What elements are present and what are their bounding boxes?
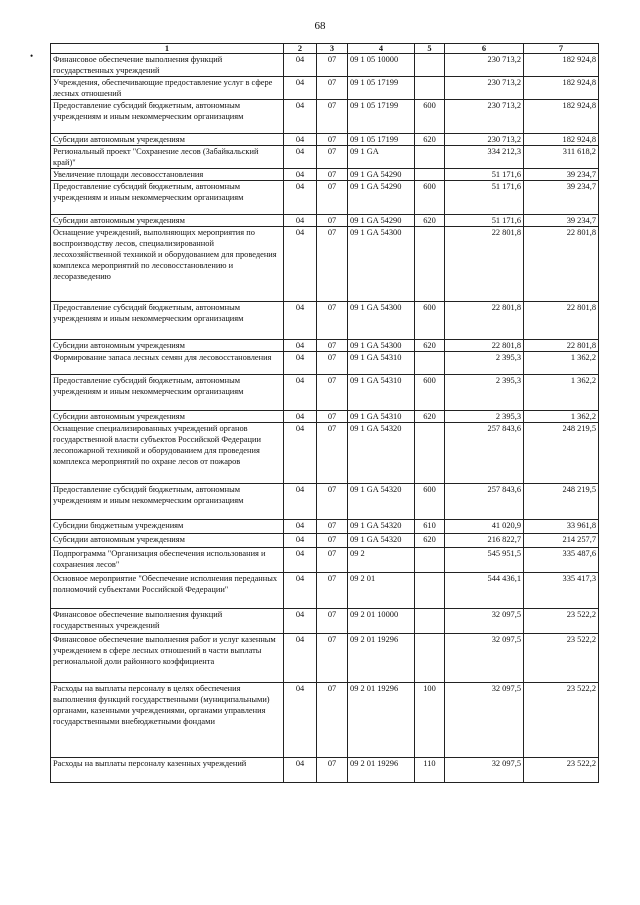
- amount-year1-cell: 41 020,9: [445, 520, 524, 534]
- expense-type-cell: [415, 227, 445, 302]
- subsection-code-cell: 07: [317, 134, 348, 146]
- header-row: [51, 44, 599, 54]
- expense-name-cell: Субсидии автономным учреждениям: [51, 340, 284, 352]
- subsection-code-cell: 07: [317, 352, 348, 375]
- amount-year2-cell: 335 487,6: [524, 548, 599, 573]
- subsection-code-cell: 07: [317, 169, 348, 181]
- target-article-cell: 09 1 GA 54290: [348, 181, 415, 215]
- section-code-cell: 04: [284, 181, 317, 215]
- table-row: [51, 227, 599, 302]
- section-code-cell: 04: [284, 134, 317, 146]
- header-cell: 2: [284, 44, 317, 54]
- expense-name-cell: Оснащение специализированных учреждений органов государственной власти субъектов Российской Федерации лесопожарной техникой и оборудованием для проведения комплекса мероприятий по охране лесов от пожаров: [51, 423, 284, 484]
- target-article-cell: 09 1 GA 54320: [348, 423, 415, 484]
- amount-year2-cell: 311 618,2: [524, 146, 599, 169]
- amount-year1-cell: 545 951,5: [445, 548, 524, 573]
- amount-year2-cell: 335 417,3: [524, 573, 599, 609]
- header-cell: 6: [445, 44, 524, 54]
- amount-year1-cell: 257 843,6: [445, 484, 524, 520]
- expense-type-cell: 610: [415, 520, 445, 534]
- table-row: [51, 484, 599, 520]
- subsection-code-cell: 07: [317, 181, 348, 215]
- expense-name-cell: Субсидии бюджетным учреждениям: [51, 520, 284, 534]
- table-row: [51, 634, 599, 683]
- table-body: [51, 54, 599, 783]
- amount-year2-cell: 1 362,2: [524, 375, 599, 411]
- expense-type-cell: 620: [415, 134, 445, 146]
- header-cell: 7: [524, 44, 599, 54]
- subsection-code-cell: 07: [317, 534, 348, 548]
- expense-name-cell: Оснащение учреждений, выполняющих мероприятия по воспроизводству лесов, специализированной лесохозяйственной техникой и оборудованием для проведения комплекса мероприятий по лесовосстановлению и лесоразведению: [51, 227, 284, 302]
- target-article-cell: 09 2 01 19296: [348, 683, 415, 758]
- target-article-cell: 09 2: [348, 548, 415, 573]
- table-row: [51, 534, 599, 548]
- target-article-cell: 09 1 05 17199: [348, 100, 415, 134]
- amount-year2-cell: 182 924,8: [524, 54, 599, 77]
- amount-year1-cell: 51 171,6: [445, 215, 524, 227]
- subsection-code-cell: 07: [317, 573, 348, 609]
- subsection-code-cell: 07: [317, 77, 348, 100]
- subsection-code-cell: 07: [317, 302, 348, 340]
- section-code-cell: 04: [284, 758, 317, 783]
- subsection-code-cell: 07: [317, 340, 348, 352]
- amount-year2-cell: 23 522,2: [524, 683, 599, 758]
- subsection-code-cell: 07: [317, 520, 348, 534]
- amount-year1-cell: 257 843,6: [445, 423, 524, 484]
- table-row: [51, 423, 599, 484]
- target-article-cell: 09 1 GA 54300: [348, 340, 415, 352]
- target-article-cell: 09 1 GA 54290: [348, 215, 415, 227]
- expense-type-cell: [415, 423, 445, 484]
- table-row: [51, 548, 599, 573]
- target-article-cell: 09 1 GA 54310: [348, 375, 415, 411]
- expense-name-cell: Предоставление субсидий бюджетным, автономным учреждениям и иным некоммерческим организациям: [51, 375, 284, 411]
- amount-year1-cell: 32 097,5: [445, 758, 524, 783]
- table-row: [51, 375, 599, 411]
- amount-year2-cell: 23 522,2: [524, 634, 599, 683]
- target-article-cell: 09 1 05 10000: [348, 54, 415, 77]
- expense-type-cell: [415, 573, 445, 609]
- table-row: [51, 134, 599, 146]
- subsection-code-cell: 07: [317, 146, 348, 169]
- amount-year2-cell: 182 924,8: [524, 100, 599, 134]
- amount-year2-cell: 22 801,8: [524, 302, 599, 340]
- section-code-cell: 04: [284, 411, 317, 423]
- expense-name-cell: Финансовое обеспечение выполнения функций государственных учреждений: [51, 609, 284, 634]
- amount-year1-cell: 334 212,3: [445, 146, 524, 169]
- expense-name-cell: Подпрограмма "Организация обеспечения использования и сохранения лесов": [51, 548, 284, 573]
- subsection-code-cell: 07: [317, 548, 348, 573]
- amount-year1-cell: 230 713,2: [445, 77, 524, 100]
- target-article-cell: 09 1 05 17199: [348, 77, 415, 100]
- section-code-cell: 04: [284, 100, 317, 134]
- amount-year2-cell: 182 924,8: [524, 134, 599, 146]
- table-row: [51, 169, 599, 181]
- section-code-cell: 04: [284, 169, 317, 181]
- expense-type-cell: [415, 146, 445, 169]
- budget-table: [50, 43, 599, 783]
- expense-name-cell: Расходы на выплаты персоналу казенных учреждений: [51, 758, 284, 783]
- subsection-code-cell: 07: [317, 634, 348, 683]
- amount-year1-cell: 2 395,3: [445, 411, 524, 423]
- subsection-code-cell: 07: [317, 215, 348, 227]
- table-row: [51, 758, 599, 783]
- expense-name-cell: Финансовое обеспечение выполнения функций государственных учреждений: [51, 54, 284, 77]
- amount-year2-cell: 23 522,2: [524, 609, 599, 634]
- expense-name-cell: Региональный проект "Сохранение лесов (Забайкальский край)": [51, 146, 284, 169]
- expense-name-cell: Предоставление субсидий бюджетным, автономным учреждениям и иным некоммерческим организациям: [51, 302, 284, 340]
- table-row: [51, 411, 599, 423]
- amount-year2-cell: 1 362,2: [524, 352, 599, 375]
- amount-year1-cell: 230 713,2: [445, 54, 524, 77]
- amount-year1-cell: 32 097,5: [445, 634, 524, 683]
- amount-year1-cell: 230 713,2: [445, 100, 524, 134]
- table-row: [51, 181, 599, 215]
- section-code-cell: 04: [284, 520, 317, 534]
- target-article-cell: 09 1 GA 54290: [348, 169, 415, 181]
- expense-type-cell: 620: [415, 340, 445, 352]
- expense-name-cell: Субсидии автономным учреждениям: [51, 411, 284, 423]
- subsection-code-cell: 07: [317, 758, 348, 783]
- table-row: [51, 54, 599, 77]
- expense-name-cell: Предоставление субсидий бюджетным, автономным учреждениям и иным некоммерческим организациям: [51, 181, 284, 215]
- subsection-code-cell: 07: [317, 411, 348, 423]
- subsection-code-cell: 07: [317, 484, 348, 520]
- expense-type-cell: [415, 169, 445, 181]
- section-code-cell: 04: [284, 302, 317, 340]
- expense-type-cell: 600: [415, 375, 445, 411]
- section-code-cell: 04: [284, 423, 317, 484]
- expense-type-cell: [415, 352, 445, 375]
- section-code-cell: 04: [284, 54, 317, 77]
- amount-year1-cell: 544 436,1: [445, 573, 524, 609]
- amount-year1-cell: 22 801,8: [445, 227, 524, 302]
- table-row: [51, 609, 599, 634]
- subsection-code-cell: 07: [317, 423, 348, 484]
- amount-year1-cell: 2 395,3: [445, 352, 524, 375]
- table-row: [51, 352, 599, 375]
- expense-name-cell: Субсидии автономным учреждениям: [51, 534, 284, 548]
- page-number: 68: [314, 20, 326, 32]
- section-code-cell: 04: [284, 227, 317, 302]
- target-article-cell: 09 2 01 10000: [348, 609, 415, 634]
- amount-year1-cell: 32 097,5: [445, 683, 524, 758]
- table-row: [51, 340, 599, 352]
- expense-name-cell: Расходы на выплаты персоналу в целях обеспечения выполнения функций государственными (муниципальными) органами, казенными учреждениями, органами управления государственными внебюджетными фондами: [51, 683, 284, 758]
- expense-type-cell: 100: [415, 683, 445, 758]
- section-code-cell: 04: [284, 634, 317, 683]
- section-code-cell: 04: [284, 683, 317, 758]
- amount-year2-cell: 39 234,7: [524, 181, 599, 215]
- section-code-cell: 04: [284, 77, 317, 100]
- expense-type-cell: [415, 634, 445, 683]
- table-row: [51, 77, 599, 100]
- subsection-code-cell: 07: [317, 100, 348, 134]
- header-cell: 3: [317, 44, 348, 54]
- amount-year2-cell: 33 961,8: [524, 520, 599, 534]
- expense-type-cell: [415, 548, 445, 573]
- table-row: [51, 100, 599, 134]
- expense-name-cell: Субсидии автономным учреждениям: [51, 134, 284, 146]
- subsection-code-cell: 07: [317, 683, 348, 758]
- expense-name-cell: Основное мероприятие "Обеспечение исполнения переданных полномочий субъектами Российской Федерации": [51, 573, 284, 609]
- expense-type-cell: 620: [415, 411, 445, 423]
- target-article-cell: 09 1 05 17199: [348, 134, 415, 146]
- amount-year2-cell: 248 219,5: [524, 484, 599, 520]
- expense-type-cell: 600: [415, 181, 445, 215]
- expense-name-cell: Предоставление субсидий бюджетным, автономным учреждениям и иным некоммерческим организациям: [51, 100, 284, 134]
- section-code-cell: 04: [284, 146, 317, 169]
- amount-year2-cell: 22 801,8: [524, 227, 599, 302]
- section-code-cell: 04: [284, 573, 317, 609]
- amount-year1-cell: 230 713,2: [445, 134, 524, 146]
- section-code-cell: 04: [284, 215, 317, 227]
- section-code-cell: 04: [284, 375, 317, 411]
- expense-type-cell: 600: [415, 302, 445, 340]
- expense-type-cell: [415, 54, 445, 77]
- target-article-cell: 09 1 GA 54310: [348, 411, 415, 423]
- target-article-cell: 09 1 GA 54300: [348, 227, 415, 302]
- table-row: [51, 146, 599, 169]
- subsection-code-cell: 07: [317, 54, 348, 77]
- amount-year1-cell: 216 822,7: [445, 534, 524, 548]
- expense-type-cell: 620: [415, 215, 445, 227]
- target-article-cell: 09 1 GA 54300: [348, 302, 415, 340]
- bullet-mark: •: [30, 51, 34, 61]
- header-cell: 5: [415, 44, 445, 54]
- amount-year2-cell: 22 801,8: [524, 340, 599, 352]
- expense-name-cell: Субсидии автономным учреждениям: [51, 215, 284, 227]
- table-row: [51, 520, 599, 534]
- subsection-code-cell: 07: [317, 375, 348, 411]
- section-code-cell: 04: [284, 548, 317, 573]
- target-article-cell: 09 1 GA 54320: [348, 520, 415, 534]
- expense-type-cell: 110: [415, 758, 445, 783]
- section-code-cell: 04: [284, 340, 317, 352]
- expense-name-cell: Увеличение площади лесовосстановления: [51, 169, 284, 181]
- expense-type-cell: 600: [415, 484, 445, 520]
- amount-year1-cell: 2 395,3: [445, 375, 524, 411]
- amount-year1-cell: 51 171,6: [445, 169, 524, 181]
- table-row: [51, 215, 599, 227]
- expense-name-cell: Предоставление субсидий бюджетным, автономным учреждениям и иным некоммерческим организациям: [51, 484, 284, 520]
- expense-name-cell: Учреждения, обеспечивающие предоставление услуг в сфере лесных отношений: [51, 77, 284, 100]
- expense-name-cell: Формирование запаса лесных семян для лесовосстановления: [51, 352, 284, 375]
- amount-year1-cell: 32 097,5: [445, 609, 524, 634]
- section-code-cell: 04: [284, 609, 317, 634]
- section-code-cell: 04: [284, 352, 317, 375]
- amount-year1-cell: 22 801,8: [445, 340, 524, 352]
- subsection-code-cell: 07: [317, 609, 348, 634]
- target-article-cell: 09 1 GA 54320: [348, 534, 415, 548]
- expense-type-cell: [415, 77, 445, 100]
- expense-type-cell: 600: [415, 100, 445, 134]
- amount-year2-cell: 39 234,7: [524, 215, 599, 227]
- table-row: [51, 683, 599, 758]
- section-code-cell: 04: [284, 534, 317, 548]
- target-article-cell: 09 1 GA 54310: [348, 352, 415, 375]
- amount-year2-cell: 23 522,2: [524, 758, 599, 783]
- subsection-code-cell: 07: [317, 227, 348, 302]
- amount-year1-cell: 22 801,8: [445, 302, 524, 340]
- expense-type-cell: [415, 609, 445, 634]
- amount-year2-cell: 1 362,2: [524, 411, 599, 423]
- expense-type-cell: 620: [415, 534, 445, 548]
- target-article-cell: 09 1 GA: [348, 146, 415, 169]
- target-article-cell: 09 2 01 19296: [348, 758, 415, 783]
- amount-year2-cell: 248 219,5: [524, 423, 599, 484]
- header-cell: 1: [51, 44, 284, 54]
- table-row: [51, 573, 599, 609]
- expense-name-cell: Финансовое обеспечение выполнения работ и услуг казенным учреждением в сфере лесных отношений в части выплаты региональной доли районного коэффициента: [51, 634, 284, 683]
- target-article-cell: 09 1 GA 54320: [348, 484, 415, 520]
- amount-year2-cell: 39 234,7: [524, 169, 599, 181]
- section-code-cell: 04: [284, 484, 317, 520]
- target-article-cell: 09 2 01: [348, 573, 415, 609]
- header-cell: 4: [348, 44, 415, 54]
- table-row: [51, 302, 599, 340]
- amount-year1-cell: 51 171,6: [445, 181, 524, 215]
- amount-year2-cell: 182 924,8: [524, 77, 599, 100]
- amount-year2-cell: 214 257,7: [524, 534, 599, 548]
- target-article-cell: 09 2 01 19296: [348, 634, 415, 683]
